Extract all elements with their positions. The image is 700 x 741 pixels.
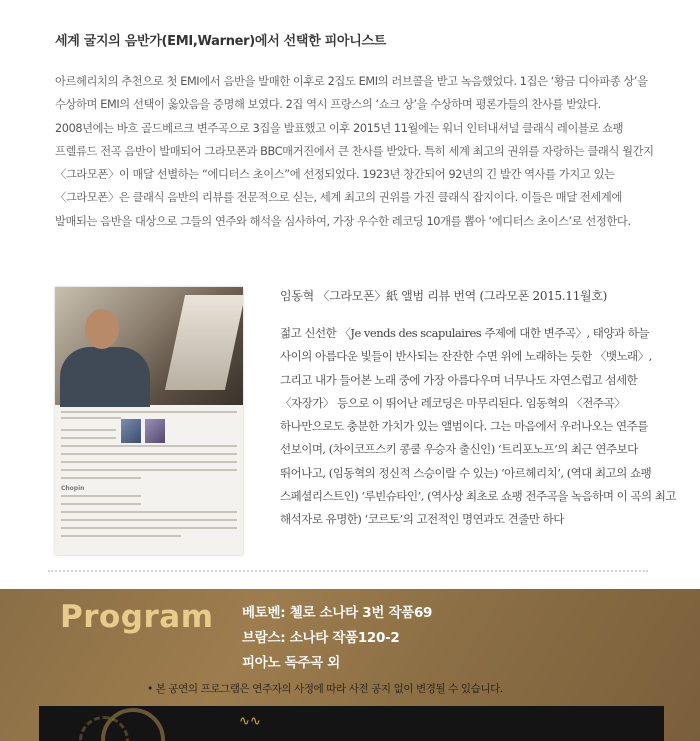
review-body: 젊고 신선한 〈Je vends des scapulaires 주제에 대한 변주곡〉, 태양과 하늘 사이의 아름다운 빛들이 반사되는 잔잔한 수면 위에 노래하는 듯한 〈뱃노래〉, 그리고 내가 들어본 노래 중에 가장 아름다우며 너무나도 자연스럽고 섬세한 〈자장가〉 등으로 이 뛰어난 레코딩은 마무리된다. 임동혁의 〈전주곡〉 하나만으로도 충분한 가치가 있는 앨범이다. 그는 마음에서 우러나오는 연주를 선보이며, (차이코프스키 콩쿨 우승자 출신인) ‘트리포노프’의 최근 연주보다 뛰어나고, (임동혁의 정신적 스승이랄 수 있는) ‘아르헤리치’, (역대 최고의 쇼팽 스페셜리스트인) ‘루빈슈타인’, (역사상 최초로 쇼팽 전주곡을 녹음하며 이 곡의 최고 해석자로 유명한) ‘코르토’의 고전적인 명연과도 견줄만 하다 [280,326,676,527]
program-item: 베토벤: 첼로 소나타 3번 작품69 [242,605,433,621]
program-change-notice: • 본 공연의 프로그램은 연주자의 사정에 따라 사전 공지 없이 변경될 수 있습니다. [147,683,503,695]
gramophone-review-clipping [55,287,243,555]
review-title: 임동혁 〈그라모폰〉紙 앨범 리뷰 번역 (그라모폰 2015.11월호) [280,289,608,303]
pianist-photo [55,287,243,405]
section-heading: 세계 굴지의 음반가(EMI,Warner)에서 선택한 피아니스트 [55,34,386,49]
program-title: Program [60,599,214,635]
decorative-banner [39,706,664,741]
circle-ornament-icon [101,708,165,741]
clipping-label: Chopin [61,485,85,492]
intro-paragraph: 아르헤리치의 추천으로 첫 EMI에서 음반을 발매한 이후로 2집도 EMI의 러브콜을 받고 녹음했었다. 1집은 ‘황금 디아파종 상’을 수상하며 EMI의 선택이 옳았음을 증명해 보였다. 2집 역시 프랑스의 ‘쇼크 상’을 수상하며 평론가들의 찬사를 받았다. 2008년에는 바흐 골드베르크 변주곡으로 3집을 발표했고 이후 2015년 11월에는 워너 인터내셔널 클래식 레이블로 쇼팽 프렐류드 전곡 음반이 발매되어 그라모폰과 BBC매거진에서 큰 찬사를 받았다. 특히 세계 최고의 권위를 자랑하는 클래식 월간지 〈그라모폰〉이 매달 선별하는 “에디터스 초이스”에 선정되었다. 1923년 창간되어 92년의 긴 발간 역사를 가지고 있는 〈그라모폰〉은 클래식 음반의 리뷰를 전문적으로 싣는, 세계 최고의 권위를 가진 클래식 잡지이다. 이들은 매달 전세계에 발매되는 음반을 대상으로 그들의 연주와 해석을 심사하여, 가장 우수한 레코딩 10개를 뽑아 ‘에디터스 초이스’로 선정한다. [55,75,654,228]
program-item: 피아노 독주곡 외 [242,655,340,671]
program-item: 브람스: 소나타 작품120-2 [242,630,400,646]
program-list [242,601,432,676]
album-cover-thumbnail [121,419,141,443]
dotted-divider [48,570,648,572]
squiggle-ornament-icon: ∿∿ [239,714,261,729]
program-section [0,589,700,741]
